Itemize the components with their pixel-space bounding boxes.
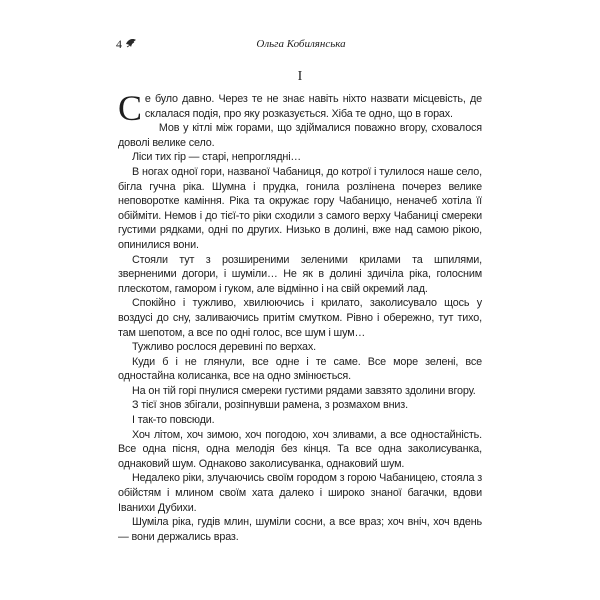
paragraph: Хоч літом, хоч зимою, хоч погодою, хоч зливами, а все одностайність. Все одна пісня, одна мелодія без кінця. Та все одна заколисуванка, однаковий шум. Однаково заколисуванка, однаковий шум. — [118, 428, 482, 470]
paragraph: Куди б і не глянули, все одне і те саме. Все море зелені, все одностайна колисанка, все на одно змінюється. — [118, 355, 482, 383]
drop-cap: С — [118, 88, 142, 128]
paragraph: Тужливо рослося деревині по верхах. — [132, 341, 316, 354]
page-number: 4 — [116, 37, 122, 51]
chapter-numeral: I — [297, 69, 303, 84]
body-text — [118, 88, 482, 544]
paragraph: Ліси тих гір — старі, непроглядні… — [132, 151, 302, 164]
running-head-author: Ольга Кобилянська — [256, 38, 346, 50]
paragraph-text: е було давно. Через те не знає навіть ніхто назвати місцевість, де склалася подія, про яку розказується. Хіба те одно, що в горах. — [144, 93, 482, 120]
paragraph: Стояли тут з розширеними зеленими крилами та шпилями, зверненими догори, і шуміли… Не як в долині здичіла ріка, голосним плескотом, гамором і гуком, але відмінно і на свій окремий лад. — [118, 253, 482, 295]
paragraph: Спокійно і тужливо, хвилюючись і крилато, заколисувало щось у воздусі до сну, заливаючись притім смутком. Рівно і обережно, тут тихо, там шепотом, а все по одні голос, все шум і шум… — [118, 297, 482, 339]
paragraph: В ногах одної гори, названої Чабаниця, до котрої і тулилося наше село, бігла гучна ріка. Шумна і прудка, гонила розлінена почерез велике неповоротке каміння. Ріка та окружає гору Чабаницю, неначеб хотіла її обійміти. Немов і до тієї-то ріки сходили з самого верху Чабаниці смереки густими рядками, одні по других. Низько в долині, вже над самою рікою, опинилися вони. — [118, 165, 482, 251]
paragraph: І так-то повсюди. — [132, 414, 215, 427]
paragraph — [118, 88, 482, 128]
paragraph: З тієї знов збігали, розіпнувши рамена, з розмахом вниз. — [132, 399, 408, 412]
paragraph: На он тій горі пнулися смереки густими рядами завзято здолини вгору. — [132, 384, 476, 397]
paragraph: Недалеко ріки, злучаючись своїм городом з горою Чабаницею, стояла з обійстям і млином своїм хата далеко і широко знаної багачки, вдови Іванихи Дубихи. — [118, 472, 482, 514]
paragraph: Шуміла ріка, гудів млин, шуміли сосни, а все враз; хоч вніч, хоч вдень — вони держались враз. — [118, 516, 482, 543]
paragraph: Мов у кітлі між горами, що здіймалися поважно вгору, сховалося доволі велике село. — [118, 122, 482, 149]
running-head — [116, 36, 486, 52]
